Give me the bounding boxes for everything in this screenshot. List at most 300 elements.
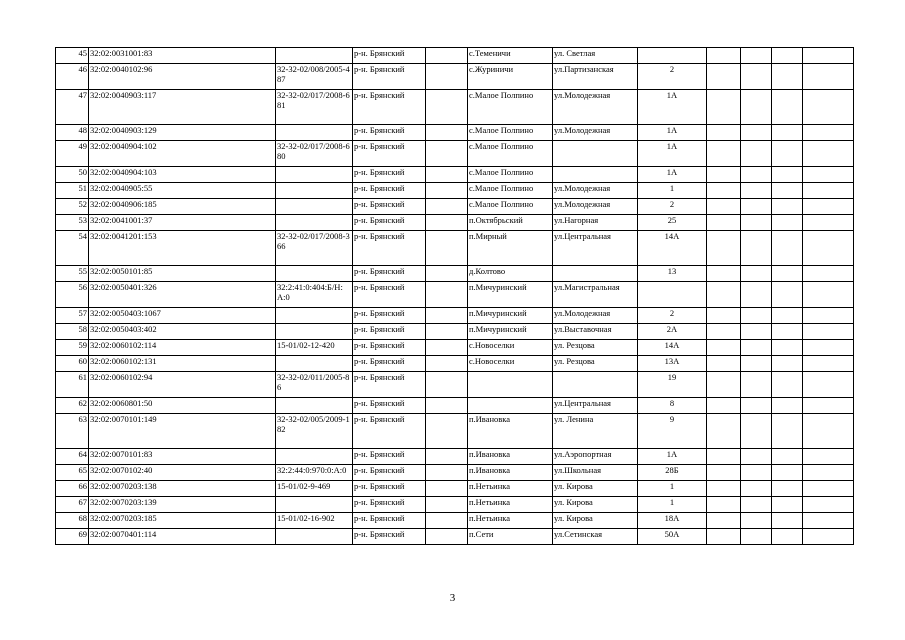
- house-number: 2: [638, 199, 707, 215]
- settlement: п.Мичуринский: [468, 282, 553, 308]
- cadastral-number: 32:02:0060102:131: [89, 356, 276, 372]
- house-number: 14А: [638, 340, 707, 356]
- empty-cell: [707, 497, 741, 513]
- empty-cell: [426, 324, 468, 340]
- table-row: [56, 231, 854, 266]
- cadastral-number: 32:02:0040903:129: [89, 125, 276, 141]
- district: р-н. Брянский: [353, 125, 426, 141]
- table-row: [56, 48, 854, 64]
- street: [553, 167, 638, 183]
- empty-cell: [803, 266, 854, 282]
- cadastral-number: 32:02:0031001:83: [89, 48, 276, 64]
- empty-cell: [803, 215, 854, 231]
- table-row: [56, 340, 854, 356]
- settlement: п.Октябрьский: [468, 215, 553, 231]
- table-row: [56, 324, 854, 340]
- district: р-н. Брянский: [353, 324, 426, 340]
- empty-cell: [707, 513, 741, 529]
- cadastral-number: 32:02:0050401:326: [89, 282, 276, 308]
- empty-cell: [707, 398, 741, 414]
- district: р-н. Брянский: [353, 513, 426, 529]
- empty-cell: [426, 372, 468, 398]
- house-number: 18А: [638, 513, 707, 529]
- empty-cell: [803, 282, 854, 308]
- registration-number: 32-32-02/005/2009-182: [276, 414, 353, 449]
- settlement: с.Новоселки: [468, 356, 553, 372]
- empty-cell: [426, 64, 468, 90]
- cadastral-number: 32:02:0041001:37: [89, 215, 276, 231]
- row-number: 60: [56, 356, 89, 372]
- house-number: 13: [638, 266, 707, 282]
- district: р-н. Брянский: [353, 199, 426, 215]
- street: ул.Молодежная: [553, 125, 638, 141]
- district: р-н. Брянский: [353, 449, 426, 465]
- registration-number: [276, 308, 353, 324]
- settlement: п.Мичуринский: [468, 324, 553, 340]
- empty-cell: [803, 231, 854, 266]
- row-number: 49: [56, 141, 89, 167]
- cadastral-number: 32:02:0070401:114: [89, 529, 276, 545]
- table-row: [56, 215, 854, 231]
- settlement: п.Ивановка: [468, 414, 553, 449]
- empty-cell: [707, 356, 741, 372]
- empty-cell: [772, 414, 803, 449]
- settlement: п.Нетьинка: [468, 497, 553, 513]
- empty-cell: [426, 481, 468, 497]
- row-number: 55: [56, 266, 89, 282]
- house-number: 50А: [638, 529, 707, 545]
- district: р-н. Брянский: [353, 231, 426, 266]
- settlement: с.Малое Полпино: [468, 183, 553, 199]
- empty-cell: [772, 356, 803, 372]
- empty-cell: [741, 266, 772, 282]
- empty-cell: [803, 481, 854, 497]
- empty-cell: [772, 449, 803, 465]
- district: р-н. Брянский: [353, 167, 426, 183]
- empty-cell: [426, 167, 468, 183]
- empty-cell: [741, 340, 772, 356]
- empty-cell: [426, 529, 468, 545]
- district: р-н. Брянский: [353, 340, 426, 356]
- street: ул. Резцова: [553, 356, 638, 372]
- empty-cell: [707, 481, 741, 497]
- settlement: с.Малое Полпино: [468, 199, 553, 215]
- empty-cell: [707, 183, 741, 199]
- registration-number: [276, 529, 353, 545]
- street: ул.Нагорная: [553, 215, 638, 231]
- empty-cell: [803, 398, 854, 414]
- row-number: 51: [56, 183, 89, 199]
- district: р-н. Брянский: [353, 90, 426, 125]
- empty-cell: [741, 356, 772, 372]
- empty-cell: [426, 513, 468, 529]
- empty-cell: [772, 497, 803, 513]
- settlement: с.Малое Полпино: [468, 90, 553, 125]
- empty-cell: [741, 513, 772, 529]
- cadastral-number: 32:02:0050101:85: [89, 266, 276, 282]
- empty-cell: [426, 465, 468, 481]
- empty-cell: [707, 266, 741, 282]
- table-row: [56, 356, 854, 372]
- registration-number: [276, 183, 353, 199]
- empty-cell: [707, 414, 741, 449]
- empty-cell: [741, 414, 772, 449]
- empty-cell: [772, 324, 803, 340]
- settlement: п.Мирный: [468, 231, 553, 266]
- empty-cell: [426, 398, 468, 414]
- registration-number: [276, 356, 353, 372]
- empty-cell: [741, 398, 772, 414]
- street: ул.Молодежная: [553, 183, 638, 199]
- house-number: 1А: [638, 167, 707, 183]
- settlement: п.Мичуринский: [468, 308, 553, 324]
- registration-number: [276, 449, 353, 465]
- street: ул.Молодежная: [553, 90, 638, 125]
- empty-cell: [707, 48, 741, 64]
- registration-number: [276, 215, 353, 231]
- registration-number: 32-32-02/017/2008-680: [276, 141, 353, 167]
- house-number: 1А: [638, 141, 707, 167]
- house-number: 2А: [638, 324, 707, 340]
- house-number: 19: [638, 372, 707, 398]
- row-number: 69: [56, 529, 89, 545]
- empty-cell: [772, 282, 803, 308]
- settlement: [468, 372, 553, 398]
- registration-number: [276, 266, 353, 282]
- cadastral-number: 32:02:0040904:103: [89, 167, 276, 183]
- table-body: [56, 48, 854, 545]
- empty-cell: [803, 465, 854, 481]
- empty-cell: [772, 167, 803, 183]
- house-number: 25: [638, 215, 707, 231]
- district: р-н. Брянский: [353, 481, 426, 497]
- empty-cell: [772, 266, 803, 282]
- settlement: п.Нетьинка: [468, 481, 553, 497]
- house-number: 1А: [638, 449, 707, 465]
- settlement: [468, 398, 553, 414]
- row-number: 65: [56, 465, 89, 481]
- empty-cell: [426, 414, 468, 449]
- house-number: 8: [638, 398, 707, 414]
- row-number: 46: [56, 64, 89, 90]
- cadastral-number: 32:02:0070101:83: [89, 449, 276, 465]
- street: ул.Выставочная: [553, 324, 638, 340]
- empty-cell: [803, 308, 854, 324]
- empty-cell: [426, 282, 468, 308]
- house-number: 1А: [638, 125, 707, 141]
- cadastral-number: 32:02:0070101:149: [89, 414, 276, 449]
- empty-cell: [741, 90, 772, 125]
- row-number: 57: [56, 308, 89, 324]
- registration-number: [276, 167, 353, 183]
- table-row: [56, 372, 854, 398]
- empty-cell: [803, 449, 854, 465]
- row-number: 54: [56, 231, 89, 266]
- registration-number: 32:2:41:0:404:Б/Н:А:0: [276, 282, 353, 308]
- empty-cell: [426, 183, 468, 199]
- empty-cell: [426, 48, 468, 64]
- empty-cell: [426, 266, 468, 282]
- row-number: 62: [56, 398, 89, 414]
- street: [553, 141, 638, 167]
- empty-cell: [707, 125, 741, 141]
- empty-cell: [741, 199, 772, 215]
- row-number: 68: [56, 513, 89, 529]
- house-number: 2: [638, 64, 707, 90]
- empty-cell: [803, 497, 854, 513]
- house-number: 2: [638, 308, 707, 324]
- table-row: [56, 90, 854, 125]
- empty-cell: [707, 282, 741, 308]
- empty-cell: [772, 398, 803, 414]
- cadastral-number: 32:02:0060102:94: [89, 372, 276, 398]
- row-number: 56: [56, 282, 89, 308]
- row-number: 52: [56, 199, 89, 215]
- empty-cell: [741, 215, 772, 231]
- registration-number: [276, 125, 353, 141]
- street: ул.Школьная: [553, 465, 638, 481]
- empty-cell: [426, 356, 468, 372]
- row-number: 50: [56, 167, 89, 183]
- street: [553, 266, 638, 282]
- table-row: [56, 513, 854, 529]
- house-number: 1: [638, 481, 707, 497]
- empty-cell: [803, 167, 854, 183]
- district: р-н. Брянский: [353, 529, 426, 545]
- empty-cell: [707, 340, 741, 356]
- settlement: п.Сети: [468, 529, 553, 545]
- empty-cell: [741, 141, 772, 167]
- cadastral-number: 32:02:0050403:1067: [89, 308, 276, 324]
- street: ул.Сетинская: [553, 529, 638, 545]
- cadastral-number: 32:02:0060102:114: [89, 340, 276, 356]
- empty-cell: [707, 90, 741, 125]
- empty-cell: [741, 48, 772, 64]
- empty-cell: [741, 167, 772, 183]
- row-number: 59: [56, 340, 89, 356]
- cadastral-number: 32:02:0040903:117: [89, 90, 276, 125]
- street: ул. Ленина: [553, 414, 638, 449]
- street: ул.Центральная: [553, 398, 638, 414]
- empty-cell: [803, 414, 854, 449]
- empty-cell: [426, 199, 468, 215]
- table-row: [56, 266, 854, 282]
- district: р-н. Брянский: [353, 48, 426, 64]
- empty-cell: [426, 141, 468, 167]
- district: р-н. Брянский: [353, 398, 426, 414]
- empty-cell: [707, 231, 741, 266]
- empty-cell: [772, 90, 803, 125]
- empty-cell: [772, 308, 803, 324]
- registration-number: 32-32-02/011/2005-86: [276, 372, 353, 398]
- registration-number: 32:2:44:0:970:0:А:0: [276, 465, 353, 481]
- empty-cell: [772, 231, 803, 266]
- table-row: [56, 529, 854, 545]
- district: р-н. Брянский: [353, 356, 426, 372]
- table-row: [56, 167, 854, 183]
- table-row: [56, 141, 854, 167]
- district: р-н. Брянский: [353, 372, 426, 398]
- street: ул.Магистральная: [553, 282, 638, 308]
- empty-cell: [426, 308, 468, 324]
- empty-cell: [741, 183, 772, 199]
- street: ул. Кирова: [553, 513, 638, 529]
- house-number: 9: [638, 414, 707, 449]
- empty-cell: [772, 141, 803, 167]
- table-row: [56, 308, 854, 324]
- cadastral-number: 32:02:0070203:139: [89, 497, 276, 513]
- street: ул. Кирова: [553, 481, 638, 497]
- street: ул. Резцова: [553, 340, 638, 356]
- district: р-н. Брянский: [353, 465, 426, 481]
- empty-cell: [741, 529, 772, 545]
- settlement: д.Колтово: [468, 266, 553, 282]
- cadastral-number: 32:02:0040905:55: [89, 183, 276, 199]
- empty-cell: [707, 167, 741, 183]
- registration-number: [276, 199, 353, 215]
- cadastral-number: 32:02:0040102:96: [89, 64, 276, 90]
- table-row: [56, 183, 854, 199]
- registration-number: 15-01/02-9-469: [276, 481, 353, 497]
- cadastral-number: 32:02:0040904:102: [89, 141, 276, 167]
- row-number: 47: [56, 90, 89, 125]
- row-number: 67: [56, 497, 89, 513]
- registration-number: [276, 324, 353, 340]
- empty-cell: [707, 449, 741, 465]
- street: ул.Молодежная: [553, 308, 638, 324]
- empty-cell: [772, 125, 803, 141]
- empty-cell: [772, 529, 803, 545]
- settlement: с.Малое Полпино: [468, 125, 553, 141]
- street: ул.Молодежная: [553, 199, 638, 215]
- house-number: 1: [638, 183, 707, 199]
- street: ул.Аэропортная: [553, 449, 638, 465]
- settlement: п.Ивановка: [468, 449, 553, 465]
- row-number: 63: [56, 414, 89, 449]
- settlement: с.Новоселки: [468, 340, 553, 356]
- empty-cell: [772, 48, 803, 64]
- table-row: [56, 481, 854, 497]
- empty-cell: [772, 340, 803, 356]
- empty-cell: [772, 215, 803, 231]
- row-number: 66: [56, 481, 89, 497]
- empty-cell: [803, 183, 854, 199]
- empty-cell: [707, 215, 741, 231]
- cadastral-number: 32:02:0070102:40: [89, 465, 276, 481]
- empty-cell: [741, 372, 772, 398]
- settlement: п.Ивановка: [468, 465, 553, 481]
- settlement: с.Журиничи: [468, 64, 553, 90]
- page-number: 3: [449, 592, 456, 604]
- empty-cell: [707, 64, 741, 90]
- row-number: 48: [56, 125, 89, 141]
- table-row: [56, 64, 854, 90]
- empty-cell: [741, 64, 772, 90]
- settlement: с.Малое Полпино: [468, 167, 553, 183]
- empty-cell: [707, 141, 741, 167]
- district: р-н. Брянский: [353, 308, 426, 324]
- empty-cell: [707, 529, 741, 545]
- empty-cell: [707, 372, 741, 398]
- cadastral-number: 32:02:0070203:185: [89, 513, 276, 529]
- registration-number: 32-32-02/017/2008-366: [276, 231, 353, 266]
- street: [553, 372, 638, 398]
- empty-cell: [803, 48, 854, 64]
- table-row: [56, 125, 854, 141]
- empty-cell: [772, 513, 803, 529]
- street: ул. Кирова: [553, 497, 638, 513]
- empty-cell: [803, 324, 854, 340]
- row-number: 61: [56, 372, 89, 398]
- empty-cell: [707, 308, 741, 324]
- empty-cell: [426, 449, 468, 465]
- district: р-н. Брянский: [353, 64, 426, 90]
- registration-number: [276, 398, 353, 414]
- house-number: 13А: [638, 356, 707, 372]
- empty-cell: [803, 125, 854, 141]
- empty-cell: [741, 481, 772, 497]
- table-row: [56, 282, 854, 308]
- street: ул.Партизанская: [553, 64, 638, 90]
- table-row: [56, 199, 854, 215]
- district: р-н. Брянский: [353, 497, 426, 513]
- cadastral-number: 32:02:0040906:185: [89, 199, 276, 215]
- empty-cell: [803, 141, 854, 167]
- registration-number: 15-01/02-16-902: [276, 513, 353, 529]
- empty-cell: [426, 90, 468, 125]
- street: ул. Светлая: [553, 48, 638, 64]
- empty-cell: [741, 231, 772, 266]
- table-row: [56, 398, 854, 414]
- empty-cell: [707, 199, 741, 215]
- house-number: 14А: [638, 231, 707, 266]
- register-table: [55, 47, 854, 545]
- empty-cell: [707, 324, 741, 340]
- cadastral-number: 32:02:0050403:402: [89, 324, 276, 340]
- house-number: 1А: [638, 90, 707, 125]
- settlement: с.Теменичи: [468, 48, 553, 64]
- empty-cell: [803, 372, 854, 398]
- house-number: 28Б: [638, 465, 707, 481]
- registration-number: [276, 497, 353, 513]
- district: р-н. Брянский: [353, 414, 426, 449]
- empty-cell: [426, 125, 468, 141]
- district: р-н. Брянский: [353, 282, 426, 308]
- registration-number: 15-01/02-12-420: [276, 340, 353, 356]
- empty-cell: [803, 64, 854, 90]
- empty-cell: [426, 340, 468, 356]
- registration-number: [276, 48, 353, 64]
- empty-cell: [803, 513, 854, 529]
- settlement: п.Нетьинка: [468, 513, 553, 529]
- district: р-н. Брянский: [353, 215, 426, 231]
- house-number: 1: [638, 497, 707, 513]
- empty-cell: [741, 125, 772, 141]
- empty-cell: [707, 465, 741, 481]
- empty-cell: [426, 497, 468, 513]
- registration-number: 32-32-02/008/2005-487: [276, 64, 353, 90]
- empty-cell: [772, 199, 803, 215]
- row-number: 53: [56, 215, 89, 231]
- empty-cell: [741, 497, 772, 513]
- empty-cell: [741, 308, 772, 324]
- district: р-н. Брянский: [353, 141, 426, 167]
- empty-cell: [803, 529, 854, 545]
- house-number: [638, 48, 707, 64]
- empty-cell: [772, 372, 803, 398]
- row-number: 45: [56, 48, 89, 64]
- street: ул.Центральная: [553, 231, 638, 266]
